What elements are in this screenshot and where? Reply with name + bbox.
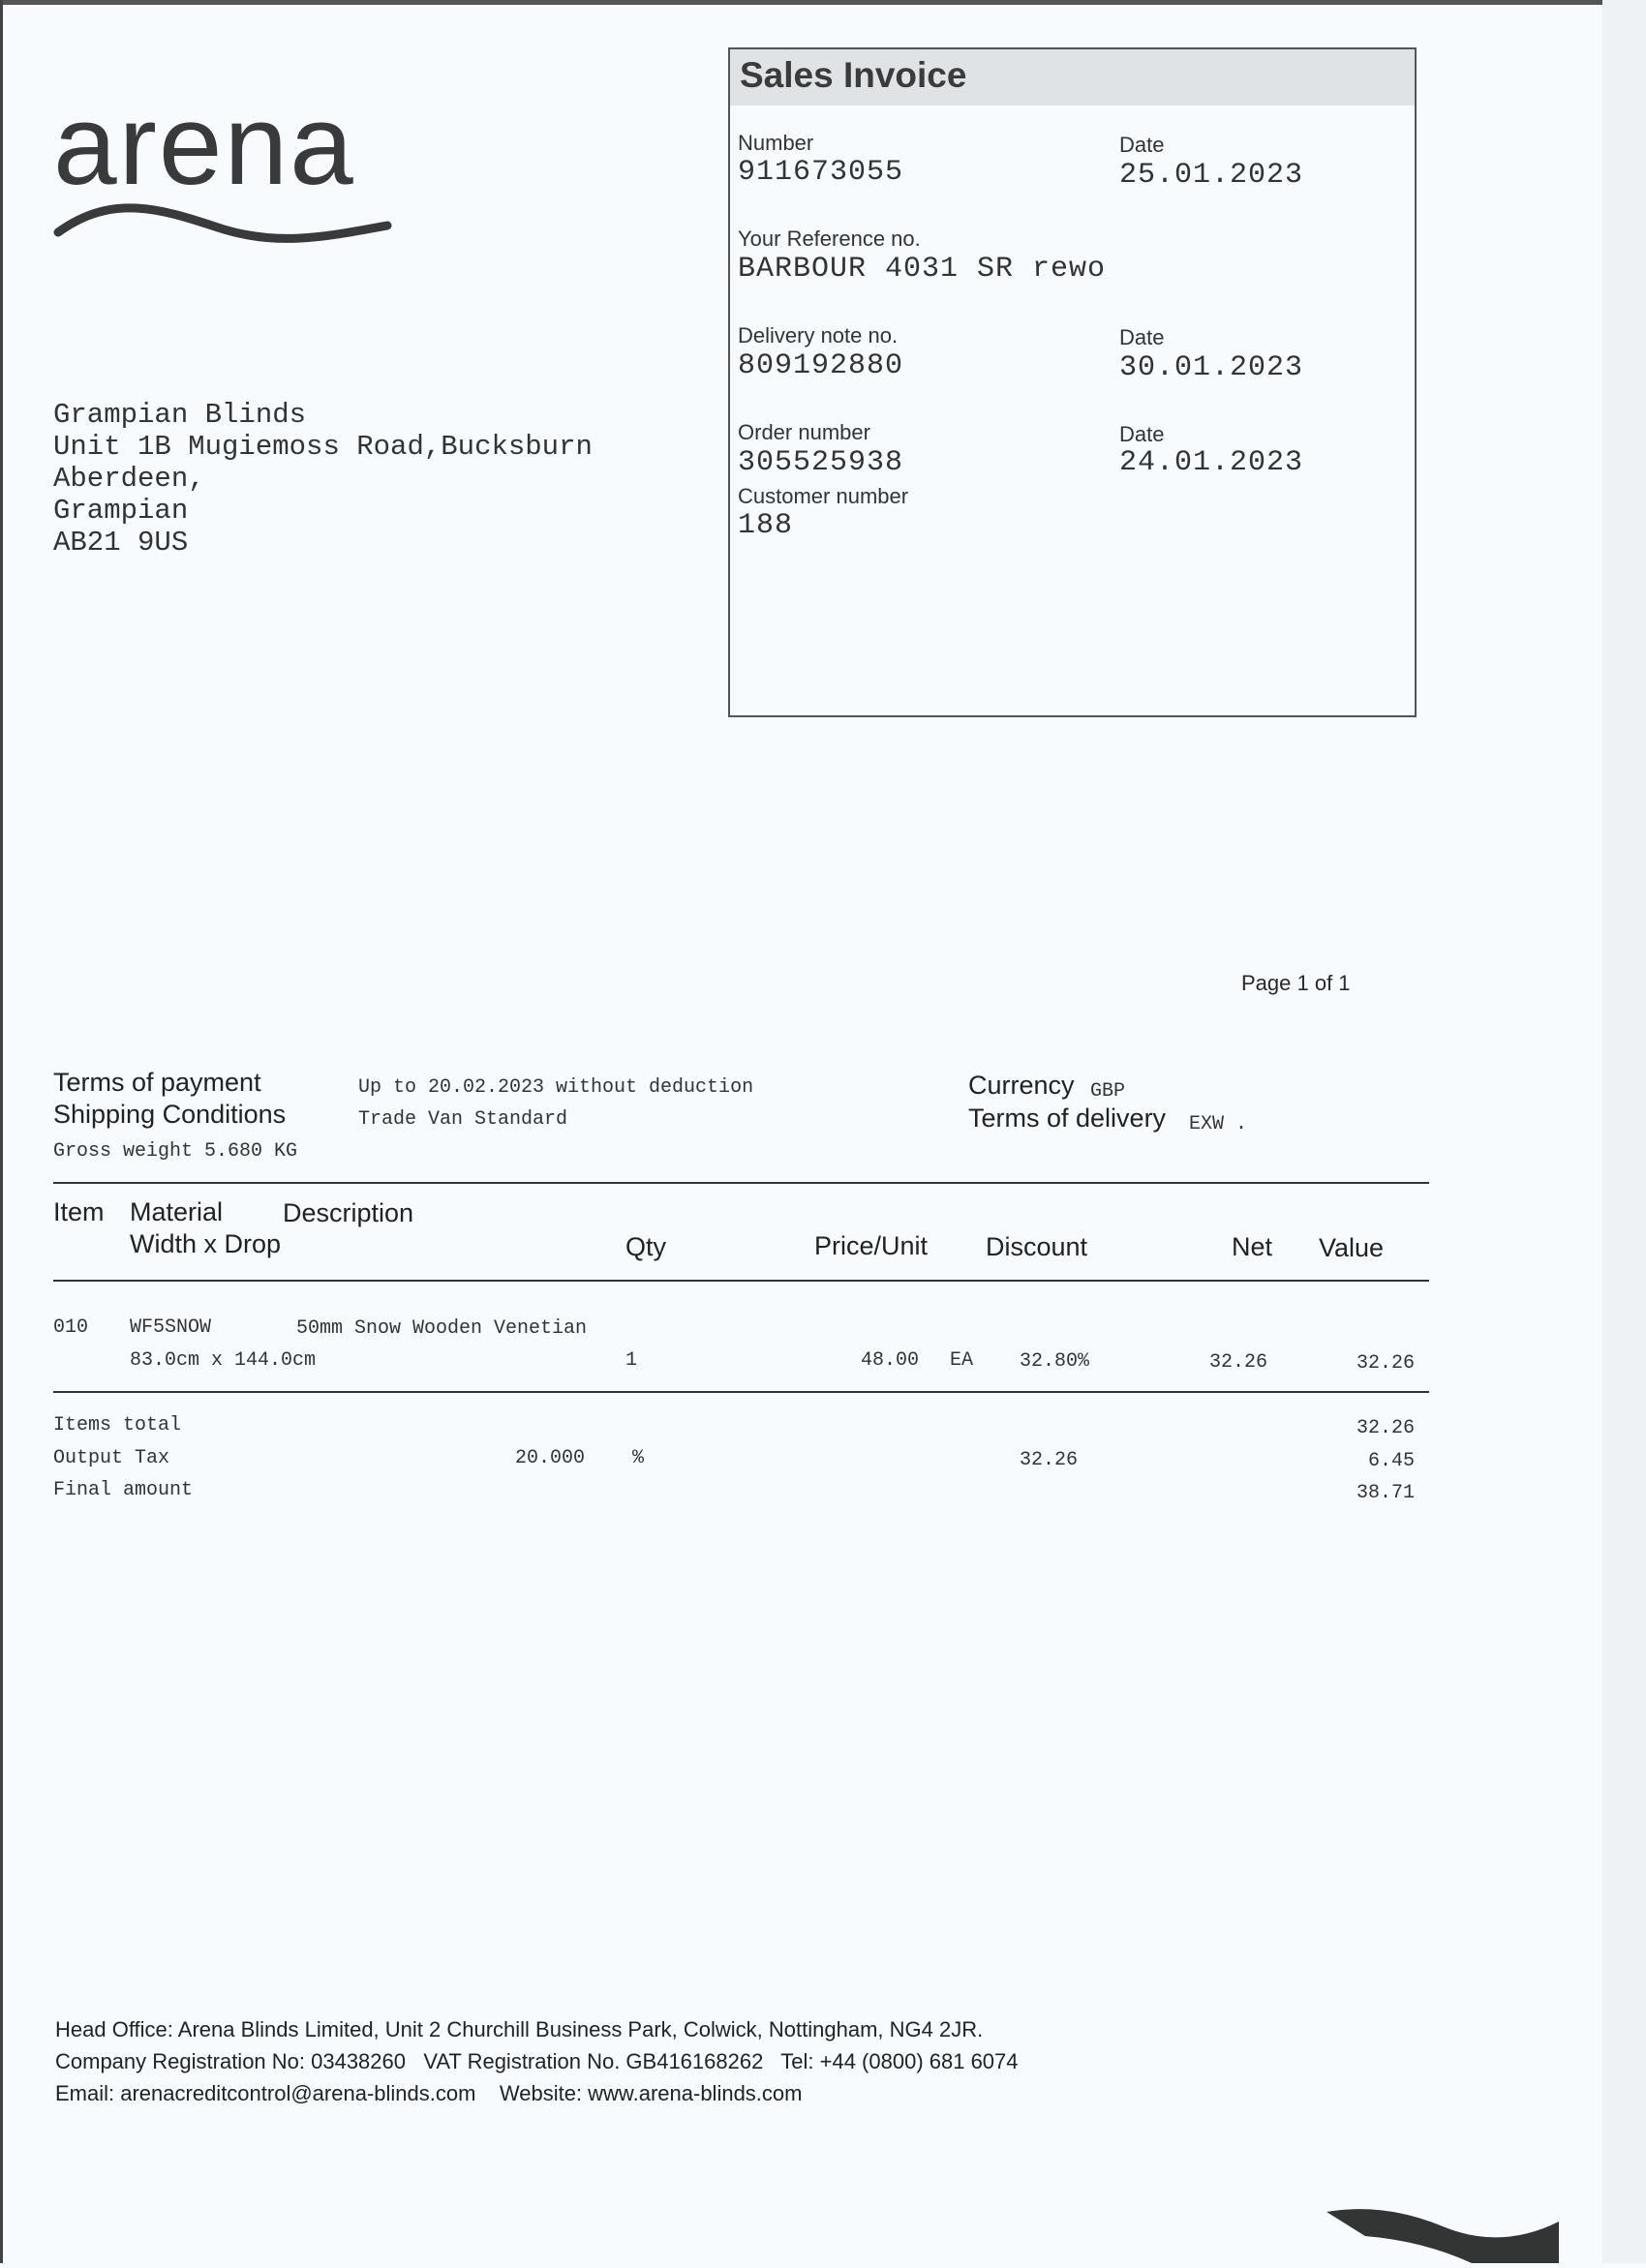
reference-value: BARBOUR 4031 SR rewo	[738, 253, 1107, 286]
col-description: Description	[283, 1198, 414, 1227]
items-total-value: 32.26	[1356, 1417, 1415, 1439]
delivery-note-label: Delivery note no.	[738, 323, 899, 348]
col-net: Net	[1232, 1232, 1273, 1261]
currency-label: Currency	[968, 1071, 1075, 1100]
items-total-label: Items total	[53, 1414, 182, 1436]
customer-address	[53, 399, 593, 559]
order-number-label: Order number	[738, 420, 870, 444]
footer-contact: Email: arenacreditcontrol@arena-blinds.com Website: www.arena-blinds.com	[55, 2081, 803, 2105]
shipping-conditions-value: Trade Van Standard	[358, 1108, 568, 1131]
terms-of-delivery-label: Terms of delivery	[968, 1104, 1167, 1133]
address-line: Unit 1B Mugiemoss Road,Bucksburn	[53, 431, 593, 463]
svg-text:arena: arena	[53, 102, 355, 209]
scan-edge-left	[0, 0, 3, 2263]
terms-of-payment-label: Terms of payment	[53, 1068, 261, 1097]
row-item: 010	[53, 1316, 89, 1339]
delivery-date-label: Date	[1119, 325, 1165, 349]
scan-smudge	[1326, 2173, 1559, 2263]
delivery-date: 30.01.2023	[1119, 351, 1304, 384]
arena-logo	[53, 102, 392, 247]
divider	[53, 1182, 1429, 1184]
address-line: Grampian	[53, 495, 189, 527]
row-description: 50mm Snow Wooden Venetian	[296, 1317, 588, 1340]
row-size: 83.0cm x 144.0cm	[130, 1349, 317, 1372]
tax-percent-sign: %	[632, 1447, 645, 1469]
row-discount: 32.80%	[1020, 1350, 1090, 1373]
shipping-conditions-label: Shipping Conditions	[53, 1100, 287, 1129]
row-value: 32.26	[1356, 1352, 1415, 1375]
tax-base: 32.26	[1020, 1449, 1079, 1471]
col-value: Value	[1319, 1233, 1385, 1262]
divider	[53, 1280, 1429, 1282]
order-date: 24.01.2023	[1119, 446, 1304, 479]
divider	[53, 1391, 1429, 1393]
address-line: Grampian Blinds	[53, 399, 307, 431]
order-date-label: Date	[1119, 422, 1165, 446]
terms-of-delivery-value: EXW .	[1189, 1113, 1248, 1135]
scan-edge-right	[1602, 0, 1646, 2263]
final-amount-value: 38.71	[1356, 1482, 1415, 1504]
date-label: Date	[1119, 133, 1165, 157]
invoice-title: Sales Invoice	[740, 55, 967, 95]
invoice-date: 25.01.2023	[1119, 159, 1304, 192]
order-number: 305525938	[738, 446, 904, 479]
gross-weight: Gross weight 5.680 KG	[53, 1140, 298, 1163]
footer-registration: Company Registration No: 03438260 VAT Registration No. GB416168262 Tel: +44 (0800) 681 6074	[55, 2049, 1019, 2073]
col-discount: Discount	[986, 1232, 1088, 1261]
tax-rate: 20.000	[515, 1447, 586, 1469]
output-tax-label: Output Tax	[53, 1447, 170, 1469]
address-line: Aberdeen,	[53, 463, 205, 495]
footer	[55, 2013, 1019, 2109]
col-qty: Qty	[625, 1232, 667, 1261]
col-item: Item	[53, 1197, 105, 1226]
terms-of-payment-value: Up to 20.02.2023 without deduction	[358, 1076, 754, 1099]
delivery-note-number: 809192880	[738, 349, 904, 382]
page-number: Page 1 of 1	[1241, 971, 1351, 995]
customer-number-label: Customer number	[738, 484, 909, 508]
footer-head-office: Head Office: Arena Blinds Limited, Unit 2 Churchill Business Park, Colwick, Nottingham, NG4 2JR.	[55, 2017, 984, 2041]
row-net: 32.26	[1209, 1351, 1268, 1374]
col-price-unit: Price/Unit	[814, 1231, 929, 1260]
row-unit: EA	[950, 1349, 974, 1372]
row-material: WF5SNOW	[130, 1316, 212, 1339]
invoice-info-box	[728, 47, 1417, 717]
number-label: Number	[738, 131, 814, 155]
output-tax-value: 6.45	[1367, 1450, 1415, 1472]
invoice-number: 911673055	[738, 156, 904, 189]
row-price: 48.00	[861, 1349, 920, 1372]
final-amount-label: Final amount	[53, 1479, 194, 1501]
scan-edge-top	[0, 0, 1646, 5]
row-qty: 1	[625, 1349, 638, 1372]
col-width-drop: Width x Drop	[130, 1229, 282, 1258]
col-material: Material	[130, 1197, 224, 1226]
reference-label: Your Reference no.	[738, 227, 921, 251]
address-line: AB21 9US	[53, 527, 189, 559]
currency-value: GBP	[1090, 1080, 1126, 1103]
customer-number: 188	[738, 509, 794, 542]
